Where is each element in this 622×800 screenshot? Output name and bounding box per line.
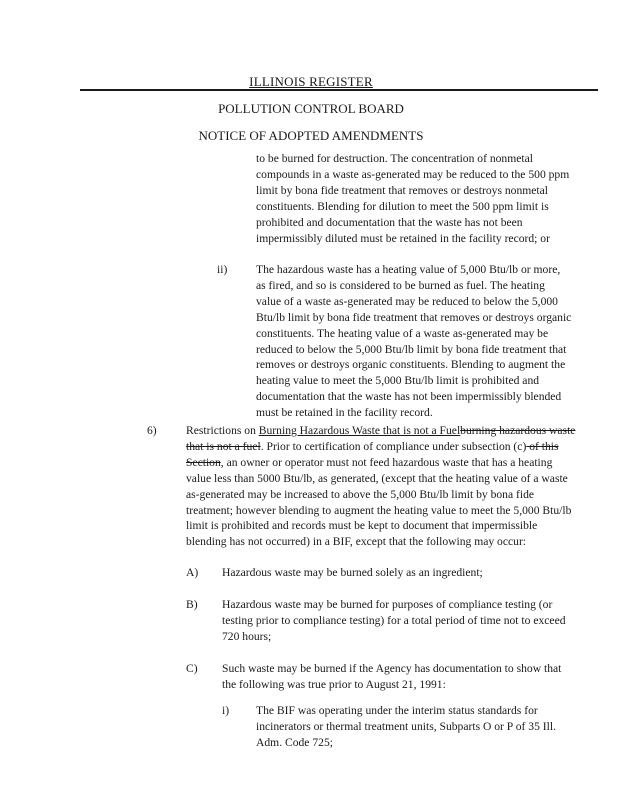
inserted-title: Burning Hazardous Waste that is not a Fuel xyxy=(258,424,461,437)
board-name: POLLUTION CONTROL BOARD xyxy=(218,101,404,116)
item-ii-label: ii) xyxy=(217,263,228,276)
section-6-lead: Restrictions on xyxy=(186,424,259,437)
item-c-text: Such waste may be burned if the Agency has documentation to show that the following was true prior to August 21, 1991: xyxy=(222,662,562,691)
item-b-label: B) xyxy=(186,598,198,611)
continuation-paragraph: to be burned for destruction. The concentration of nonmetal compounds in a waste as-generated may be reduced to the 500 ppm limit by bona fide treatment that removes or destroys nonmetal constituents. Blending for dilution to meet the 500 ppm limit is prohibited and documentation that the waste has not been impermissibly diluted must be retained in the facility record; or xyxy=(256,152,570,245)
item-c-label: C) xyxy=(186,662,198,675)
section-6-body: , an owner or operator must not feed hazardous waste that has a heating value less than 5000 Btu/lb, as generated, (except that the heating value of a waste as-generated may be increased to above the 5,000 Btu/lb limit by bona fide treatment; however blending to augment the heating value to meet the 5,000 Btu/lb limit is prohibited and records must be kept to document that impermissible blending has not occurred) in a BIF, except that the following may occur: xyxy=(186,455,572,549)
item-ii-text: The hazardous waste has a heating value of 5,000 Btu/lb or more, as fired, and so is considered to be burned as fuel. The heating value of a waste as-generated may be reduced to below the 5,000 Btu/lb limit by bona fide treatment that removes or destroys organic constituents. The heating value of a waste as-generated may be reduced to below the 5,000 Btu/lb limit by bona fide treatment that removes or destroys organic constituents. Blending to augment the heating value to meet the 5,000 Btu/lb limit is prohibited and documentation that the waste has not been impermissibly blended must be retained in the facility record. xyxy=(256,263,572,420)
section-6-label: 6) xyxy=(147,424,157,437)
notice-title: NOTICE OF ADOPTED AMENDMENTS xyxy=(198,128,424,143)
item-b-text: Hazardous waste may be burned for purposes of compliance testing (or testing prior to compliance testing) for a total period of time not to exceed 720 hours; xyxy=(222,598,566,643)
section-6-after-title: . Prior to certification of compliance under subsection (c) xyxy=(260,439,527,453)
item-a-label: A) xyxy=(186,566,199,579)
sub-i-text: The BIF was operating under the interim status standards for incinerators or thermal treatment units, Subparts O or P of 35 Ill. Adm. Code 725; xyxy=(256,704,556,749)
register-title: ILLINOIS REGISTER xyxy=(249,74,373,89)
sub-i-label: i) xyxy=(222,704,230,717)
deleted-reference: of this Section xyxy=(186,439,559,469)
section-6-text xyxy=(186,423,576,550)
item-a-text: Hazardous waste may be burned solely as an ingredient; xyxy=(222,566,483,579)
header-rule xyxy=(80,89,598,91)
deleted-title: burning hazardous waste that is not a fuel xyxy=(186,424,576,453)
